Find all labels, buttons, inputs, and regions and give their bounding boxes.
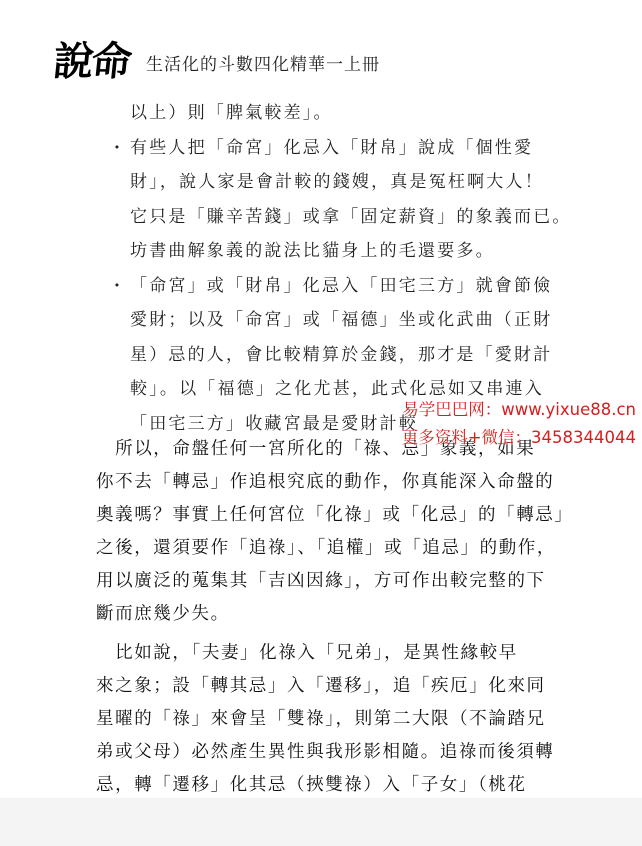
bullet-dot-icon: · (114, 137, 123, 158)
paragraph (96, 637, 555, 802)
bullet-line: 星）忌的人，會比較精算於金錢，那才是「愛財計 (130, 344, 553, 365)
bullet-item (108, 96, 538, 131)
bullet-item (108, 131, 572, 269)
text-line: 比如說，「夫妻」化祿入「兄弟」，是異性緣較早 (96, 643, 518, 663)
text-line: 用以廣泛的蒐集其「吉凶因緣」，方可作出較完整的下 (96, 571, 546, 591)
text-line: 你不去「轉忌」作追根究底的動作，你真能深入命盤的 (96, 472, 555, 492)
text-line: 弟或父母）必然產生異性與我形影相隨。追祿而後須轉 (96, 742, 555, 762)
watermark-contact: 更多资料+微信：3458344044 (401, 428, 636, 447)
text-line: 所以，命盤任何一宮所化的「祿、忌」象義，如果 (96, 439, 536, 459)
text-line: 星曜的「祿」來會呈「雙祿」，則第二大限（不論踏兄 (96, 709, 546, 729)
bullet-line: 坊書曲解象義的說法比貓身上的毛還要多。 (130, 241, 495, 261)
text-line: 來之象；設「轉其忌」入「遷移」，追「疾厄」化來同 (96, 676, 546, 696)
bullet-line: 有些人把「命宮」化忌入「財帛」說成「個性愛 (130, 137, 534, 158)
text-line: 忌，轉「遷移」化其忌（挾雙祿）入「子女」（桃花 (96, 775, 527, 795)
text-line: 奧義嗎？事實上任何宮位「化祿」或「化忌」的「轉忌」 (96, 505, 574, 525)
watermark-site: 易学巴巴网：www.yixue88.cn (402, 400, 636, 419)
text-line: 之後，還須要作「追祿」、「追權」或「追忌」的動作， (96, 538, 556, 558)
text-line: 斷而庶幾少失。 (96, 604, 230, 624)
bullet-line: 以上）則「脾氣較差」。 (130, 103, 333, 123)
bullet-line: 愛財；以及「命宮」或「福德」坐或化武曲（正財 (130, 310, 553, 330)
bullet-line: 它只是「賺辛苦錢」或拿「固定薪資」的象義而已。 (130, 206, 572, 227)
bullet-list (108, 96, 572, 441)
book-logo: 說命 (51, 38, 133, 85)
bullet-line: 較」。以「福德」之化尤甚，此式化忌如又串連入 (130, 379, 544, 399)
bullet-line: 「命宮」或「財帛」化忌入「田宅三方」就會節儉 (130, 275, 553, 296)
bullet-line: 財」，說人家是會計較的錢嫂，真是冤枉啊大人！ (130, 172, 544, 192)
page-header (51, 30, 614, 86)
book-title: 生活化的斗數四化精華一上冊 (146, 55, 380, 75)
page-bottom-margin (0, 798, 642, 846)
bullet-line: 「田宅三方」收藏宮最是愛財計較 (130, 413, 418, 434)
bullet-dot-icon: · (114, 275, 123, 296)
